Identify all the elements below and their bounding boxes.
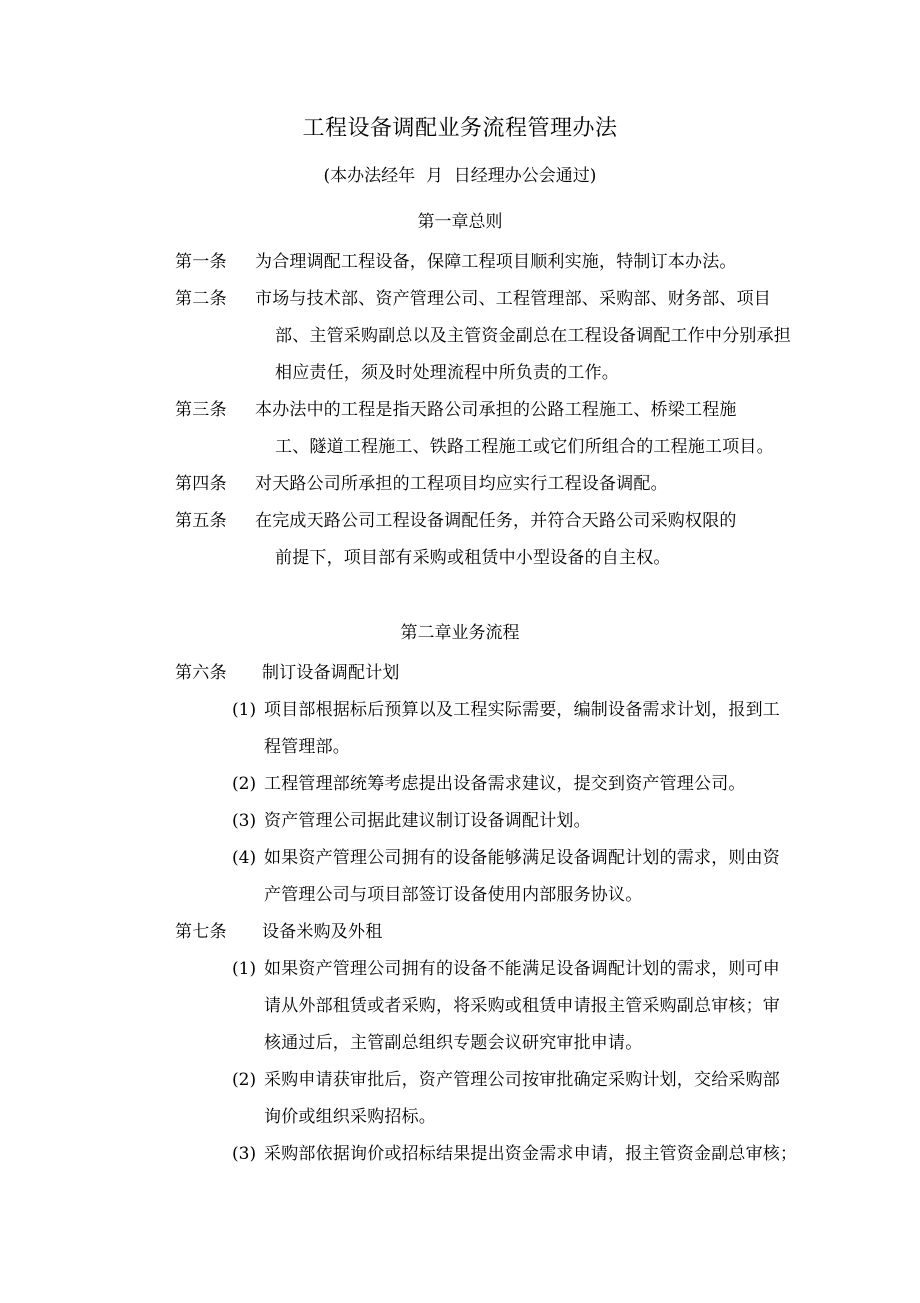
list-item-row <box>0 1062 920 1099</box>
article-row <box>0 540 920 577</box>
article-label: 第六条 <box>175 663 227 683</box>
list-item-row <box>0 951 920 988</box>
article-label: 第一条 <box>175 252 227 272</box>
article-row <box>0 503 920 540</box>
article-text-continuation: 工、隧道工程施工、铁路工程施工或它们所组合的工程施工项目。 <box>275 437 774 457</box>
article-text: 为合理调配工程设备，保障工程项目顺利实施，特制订本办法。 <box>255 252 737 272</box>
article-text-continuation: 相应责任，须及时处理流程中所负责的工作。 <box>275 363 619 383</box>
list-item-text: 如果资产管理公司拥有的设备不能满足设备调配计划的需求，则可申 <box>264 959 780 979</box>
list-item-row <box>0 803 920 840</box>
list-item-row <box>0 1099 920 1136</box>
list-item-text: 项目部根据标后预算以及工程实际需要，编制设备需求计划，报到工 <box>264 700 780 720</box>
list-item-text: 采购部依据询价或招标结果提出资金需求申请，报主管资金副总审核； <box>264 1144 798 1164</box>
article-row <box>0 466 920 503</box>
article-row <box>0 281 920 318</box>
list-item-text-continuation: 产管理公司与项目部签订设备使用内部服务协议。 <box>264 885 643 905</box>
document-subtitle: (本办法经年 月 日经理办公会通过) <box>323 166 597 186</box>
list-item-row <box>0 877 920 914</box>
list-item-row <box>0 692 920 729</box>
list-item-row <box>0 766 920 803</box>
article-text: 对天路公司所承担的工程项目均应实行工程设备调配。 <box>255 474 668 494</box>
article-label: 第三条 <box>175 400 227 420</box>
article-label: 第四条 <box>175 474 227 494</box>
article-row <box>0 244 920 281</box>
list-item-row <box>0 1025 920 1062</box>
list-item-marker: (1) <box>232 700 257 720</box>
list-item-marker: (3) <box>232 811 257 831</box>
list-item-marker: (2) <box>232 774 257 794</box>
article-row <box>0 914 920 951</box>
article-label: 第二条 <box>175 289 227 309</box>
list-item-row <box>0 988 920 1025</box>
list-item-text-continuation: 核通过后，主管副总组织专题会议研究审批申请。 <box>264 1033 643 1053</box>
list-item-text: 采购申请获审批后，资产管理公司按审批确定采购计划，交给采购部 <box>264 1070 780 1090</box>
article-row <box>0 429 920 466</box>
article-text: 在完成天路公司工程设备调配任务，并符合天路公司采购权限的 <box>255 511 737 531</box>
list-item-text: 工程管理部统筹考虑提出设备需求建议，提交到资产管理公司。 <box>264 774 746 794</box>
article-text-continuation: 前提下，项目部有采购或租赁中小型设备的自主权。 <box>275 548 671 568</box>
list-item-text: 如果资产管理公司拥有的设备能够满足设备调配计划的需求，则由资 <box>264 848 780 868</box>
list-item-marker: (4) <box>232 848 257 868</box>
list-item-marker: (3) <box>232 1144 257 1164</box>
chapter-heading-2: 第二章业务流程 <box>400 623 520 643</box>
article-row <box>0 655 920 692</box>
list-item-row <box>0 729 920 766</box>
page-title: 工程设备调配业务流程管理办法 <box>302 116 618 141</box>
chapter-heading-1: 第一章总则 <box>417 212 503 232</box>
article-label: 第七条 <box>175 922 227 942</box>
article-row <box>0 318 920 355</box>
article-text: 制订设备调配计划 <box>262 663 400 683</box>
article-row <box>0 392 920 429</box>
list-item-row <box>0 840 920 877</box>
list-item-marker: (2) <box>232 1070 257 1090</box>
list-item-text-continuation: 请从外部租赁或者采购，将采购或租赁申请报主管采购副总审核；审 <box>264 996 780 1016</box>
article-text: 设备米购及外租 <box>262 922 383 942</box>
article-text-continuation: 部、主管采购副总以及主管资金副总在工程设备调配工作中分别承担 <box>275 326 791 346</box>
list-item-text-continuation: 程管理部。 <box>264 737 350 757</box>
article-row <box>0 355 920 392</box>
article-label: 第五条 <box>175 511 227 531</box>
list-item-row <box>0 1136 920 1173</box>
list-item-text-continuation: 询价或组织采购招标。 <box>264 1107 436 1127</box>
list-item-marker: (1) <box>232 959 257 979</box>
article-text: 市场与技术部、资产管理公司、工程管理部、采购部、财务部、项目 <box>255 289 771 309</box>
article-text: 本办法中的工程是指天路公司承担的公路工程施工、桥梁工程施 <box>255 400 737 420</box>
list-item-text: 资产管理公司据此建议制订设备调配计划。 <box>264 811 591 831</box>
